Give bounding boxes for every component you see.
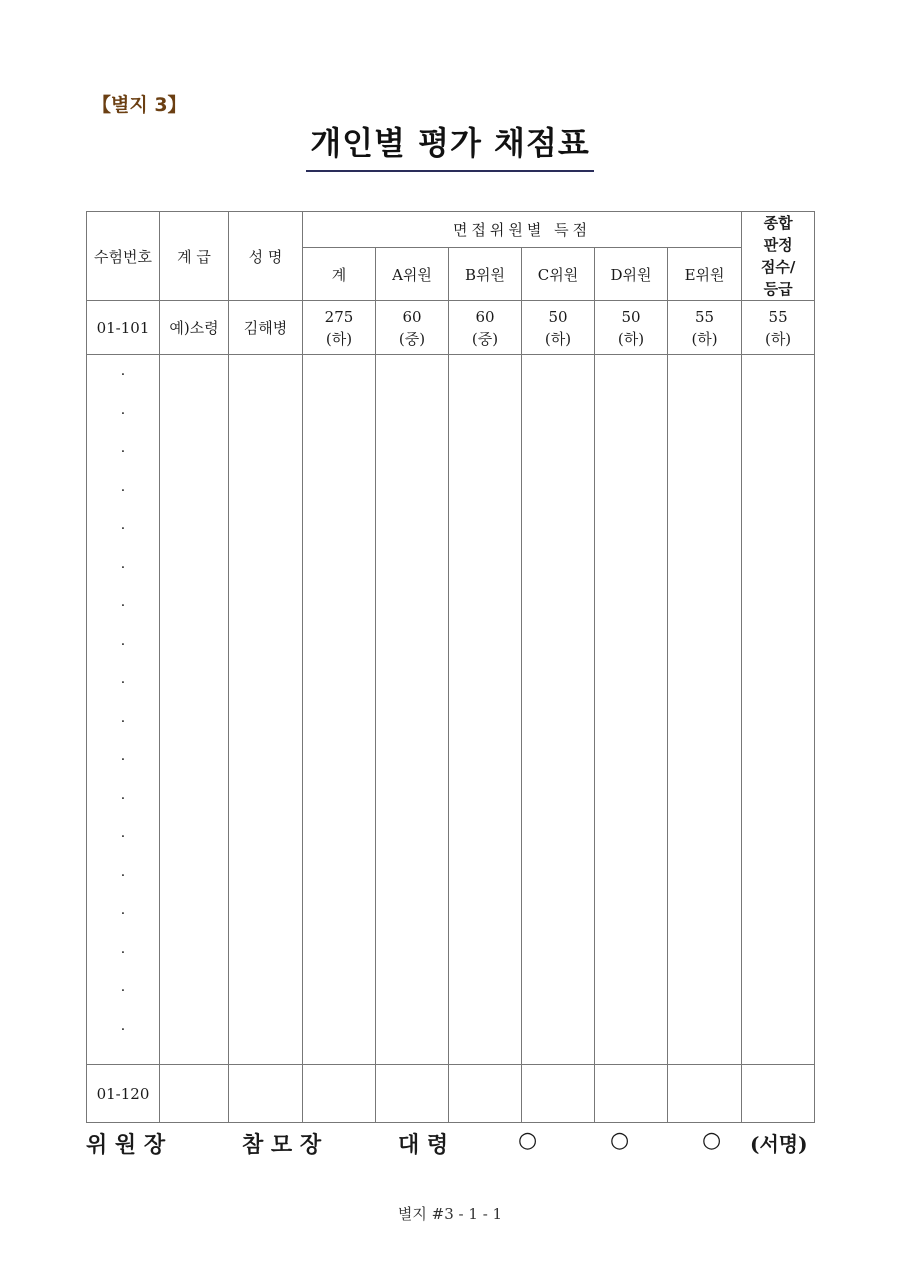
- empty-cell: [668, 355, 742, 1065]
- cell-rank: 예)소령: [160, 301, 229, 355]
- table-row-ellipsis: [87, 355, 815, 1065]
- score-grade: (하): [617, 329, 645, 348]
- empty-cell: [229, 355, 303, 1065]
- cell-committee-a: [376, 301, 449, 355]
- empty-cell: [229, 1065, 303, 1123]
- ellipsis-dot: ·: [120, 1021, 126, 1038]
- page-footer: 별지 #3 - 1 - 1: [397, 1205, 503, 1223]
- attachment-label: 【별지 3】: [92, 94, 187, 116]
- cell-exam-no: 01-101: [87, 301, 160, 355]
- chair-label: 위 원 장: [86, 1132, 166, 1158]
- cell-name: 김해병: [229, 301, 303, 355]
- ellipsis-dot: ·: [120, 983, 126, 999]
- ellipsis-dot: ·: [120, 944, 126, 961]
- header-committee-e: E위원: [668, 248, 742, 301]
- table-header-row: [87, 212, 815, 248]
- cell-committee-b: [449, 301, 522, 355]
- empty-cell: [303, 355, 376, 1065]
- empty-cell: [742, 1065, 815, 1123]
- header-final-line4: 등급: [763, 280, 793, 298]
- table-row: [87, 301, 815, 355]
- header-exam-no: 수험번호: [87, 212, 160, 301]
- empty-cell: [303, 1065, 376, 1123]
- header-final-line2: 판정: [763, 236, 793, 254]
- header-committee-scores: 면접위원별 득점: [303, 212, 742, 248]
- empty-cell: [668, 1065, 742, 1123]
- score-value: 275: [324, 307, 354, 326]
- score-grade: (하): [691, 329, 718, 348]
- header-committee-a: A위원: [376, 248, 449, 301]
- score-grade: (하): [764, 329, 792, 348]
- header-final-line1: 종합: [763, 214, 793, 232]
- ellipsis-dot: ·: [120, 559, 126, 576]
- ellipsis-dot: ·: [120, 521, 126, 537]
- cell-final: [742, 301, 815, 355]
- score-table: [86, 211, 815, 1123]
- score-value: 60: [475, 307, 495, 326]
- header-final-line3: 점수/: [760, 258, 796, 276]
- ellipsis-dot: ·: [120, 405, 126, 422]
- empty-cell: [742, 355, 815, 1065]
- empty-cell: [595, 355, 668, 1065]
- header-final-score: [742, 212, 815, 301]
- circle-mark: ○: [610, 1128, 630, 1153]
- empty-cell: [160, 355, 229, 1065]
- ellipsis-dot: ·: [120, 482, 126, 499]
- header-committee-c: C위원: [522, 248, 595, 301]
- chief-of-staff-label: 참 모 장: [242, 1132, 322, 1158]
- score-value: 50: [548, 307, 568, 326]
- empty-cell: [376, 355, 449, 1065]
- score-value: 50: [621, 307, 641, 326]
- ellipsis-dot: ·: [120, 367, 126, 383]
- empty-cell: [160, 1065, 229, 1123]
- empty-cell: [449, 355, 522, 1065]
- ellipsis-dot: ·: [120, 713, 126, 730]
- cell-committee-c: [522, 301, 595, 355]
- signature-line: [86, 1128, 814, 1160]
- circle-mark: ○: [518, 1128, 538, 1153]
- empty-cell: [522, 355, 595, 1065]
- table-row: [87, 1065, 815, 1123]
- score-value: 60: [402, 307, 422, 326]
- page-title-wrap: [0, 118, 900, 172]
- page-title: 개인별 평가 채점표: [306, 118, 594, 172]
- ellipsis-dot: ·: [120, 444, 126, 460]
- ellipsis-dot: ·: [120, 752, 126, 768]
- ellipsis-dots: [87, 355, 159, 1064]
- header-sum: 계: [303, 248, 376, 301]
- cell-committee-d: [595, 301, 668, 355]
- cell-sum: [303, 301, 376, 355]
- score-grade: (하): [544, 329, 572, 348]
- empty-cell: [376, 1065, 449, 1123]
- cell-ellipsis: [87, 355, 160, 1065]
- score-value: 55: [768, 307, 788, 326]
- cell-committee-e: [668, 301, 742, 355]
- header-committee-b: B위원: [449, 248, 522, 301]
- empty-cell: [522, 1065, 595, 1123]
- score-grade: (중): [398, 329, 426, 348]
- header-rank: 계 급: [160, 212, 229, 301]
- ellipsis-dot: ·: [120, 867, 126, 884]
- score-grade: (중): [471, 329, 499, 348]
- rank-label: 대 령: [398, 1132, 449, 1158]
- empty-cell: [449, 1065, 522, 1123]
- header-name: 성 명: [229, 212, 303, 301]
- signature-label: (서명): [750, 1132, 808, 1156]
- ellipsis-dot: ·: [120, 636, 126, 653]
- ellipsis-dot: ·: [120, 829, 126, 845]
- score-value: 55: [694, 307, 715, 326]
- header-committee-d: D위원: [595, 248, 668, 301]
- empty-cell: [595, 1065, 668, 1123]
- ellipsis-dot: ·: [120, 906, 126, 922]
- ellipsis-dot: ·: [120, 675, 126, 691]
- ellipsis-dot: ·: [120, 598, 126, 614]
- ellipsis-dot: ·: [120, 790, 126, 807]
- circle-mark: ○: [702, 1128, 722, 1153]
- cell-exam-no-last: 01-120: [87, 1065, 160, 1123]
- score-grade: (하): [325, 329, 353, 348]
